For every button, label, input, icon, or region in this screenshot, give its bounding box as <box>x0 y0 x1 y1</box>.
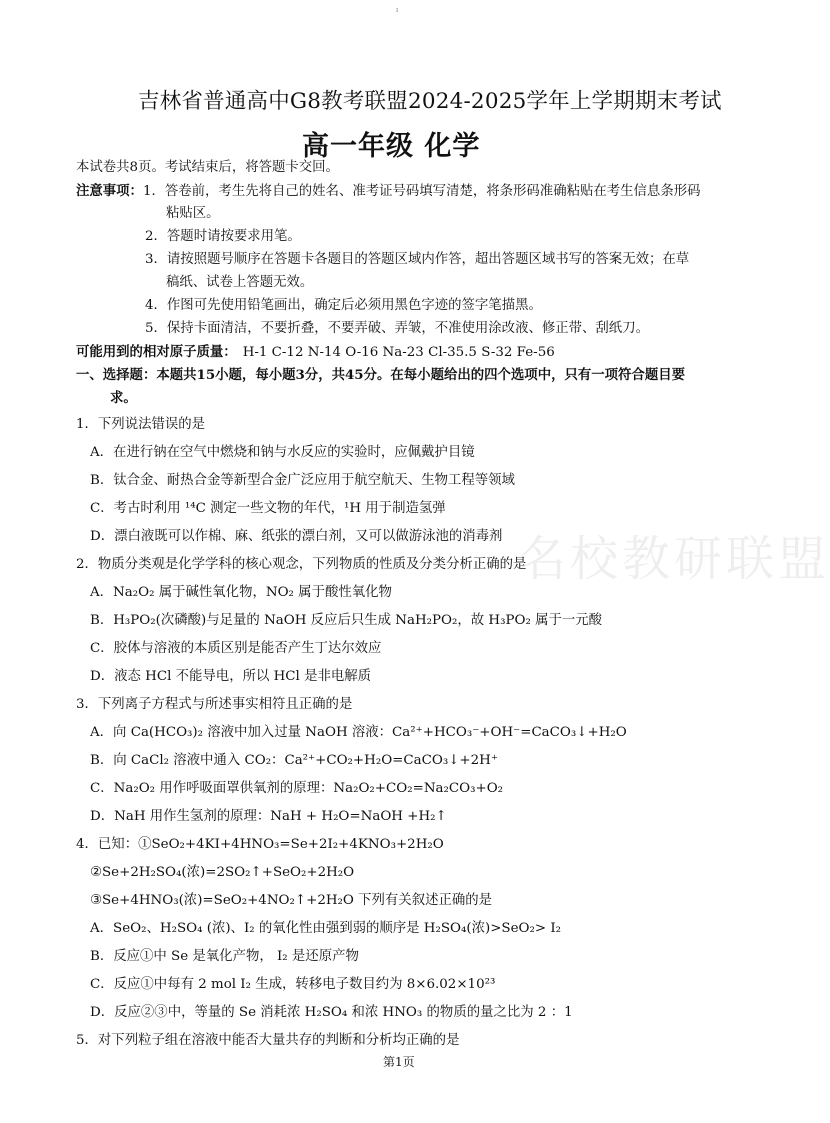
note-3a: 3．请按照题号顺序在答题卡各题目的答题区域内作答，超出答题区域书写的答案无效；在草 <box>145 252 690 267</box>
q5-stem: 5．对下列粒子组在溶液中能否大量共存的判断和分析均正确的是 <box>76 1033 460 1048</box>
note-2: 2．答题时请按要求用笔。 <box>145 229 301 244</box>
q2-stem: 2．物质分类观是化学学科的核心观念，下列物质的性质及分类分析正确的是 <box>76 557 527 572</box>
notes-label: 注意事项： <box>76 183 143 199</box>
q2-option-b: B．H₃PO₂(次磷酸)与足量的 NaOH 反应后只生成 NaH₂PO₂，故 H₃PO₂ 属于一元酸 <box>90 613 603 628</box>
q3-option-c: C．Na₂O₂ 用作呼吸面罩供氧剂的原理：Na₂O₂+CO₂=Na₂CO₃+O₂ <box>90 781 504 796</box>
q3-option-b: B．向 CaCl₂ 溶液中通入 CO₂：Ca²⁺+CO₂+H₂O=CaCO₃↓+2H⁺ <box>90 753 498 768</box>
atomic-masses <box>76 344 555 361</box>
q1-option-d: D．漂白液既可以作棉、麻、纸张的漂白剂，又可以做游泳池的消毒剂 <box>90 529 503 544</box>
q3-option-a: A．向 Ca(HCO₃)₂ 溶液中加入过量 NaOH 溶液：Ca²⁺+HCO₃⁻+OH⁻=CaCO₃↓+H₂O <box>90 725 627 740</box>
q1-option-c: C．考古时利用 ¹⁴C 测定一些文物的年代，¹H 用于制造氢弹 <box>90 501 446 516</box>
section-1-heading-cont: 求。 <box>110 390 137 406</box>
q3-stem: 3．下列离子方程式与所述事实相符且正确的是 <box>76 697 353 712</box>
watermark: 名校教研联盟 <box>518 531 830 587</box>
q2-option-a: A．Na₂O₂ 属于碱性氧化物，NO₂ 属于酸性氧化物 <box>90 585 392 600</box>
atomic-masses-label: 可能用到的相对原子质量： <box>76 344 237 360</box>
q4-option-a: A．SeO₂、H₂SO₄ (浓)、I₂ 的氧化性由强到弱的顺序是 H₂SO₄(浓)>SeO₂> I₂ <box>90 921 562 936</box>
note-3b: 稿纸、试卷上答题无效。 <box>166 275 314 290</box>
q4-stem: 4．已知：①SeO₂+4KI+4HNO₃=Se+2I₂+4KNO₃+2H₂O <box>76 837 444 852</box>
exam-title: 吉林省普通高中G8教考联盟2024-2025学年上学期期末考试 <box>138 89 722 114</box>
q3-option-d: D．NaH 用作生氢剂的原理：NaH + H₂O=NaOH +H₂↑ <box>90 809 447 824</box>
q4-option-b: B．反应①中 Se 是氧化产物， I₂ 是还原产物 <box>90 949 359 964</box>
q4-option-c: C．反应①中每有 2 mol I₂ 生成，转移电子数目约为 8×6.02×10²³ <box>90 977 496 992</box>
section-1-heading: 一、选择题：本题共15小题，每小题3分，共45分。在每小题给出的四个选项中，只有一项符合题目要 <box>76 367 685 383</box>
page-top-mark: ı <box>396 6 399 14</box>
q1-option-a: A．在进行钠在空气中燃烧和钠与水反应的实验时，应佩戴护目镜 <box>90 445 475 460</box>
q2-option-d: D．液态 HCl 不能导电，所以 HCl 是非电解质 <box>90 669 372 684</box>
q4-equation-3: ③Se+4HNO₃(浓)=SeO₂+4NO₂↑+2H₂O 下列有关叙述正确的是 <box>90 893 493 908</box>
note-1b: 粘贴区。 <box>166 206 220 221</box>
q1-option-b: B．钛合金、耐热合金等新型合金广泛应用于航空航天、生物工程等领域 <box>90 473 515 488</box>
q2-option-c: C．胶体与溶液的本质区别是能否产生丁达尔效应 <box>90 641 382 656</box>
exam-subtitle: 高一年级 化学 <box>302 131 481 162</box>
pages-note: 本试卷共8页。考试结束后，将答题卡交回。 <box>76 160 339 175</box>
q1-stem: 1．下列说法错误的是 <box>76 417 206 432</box>
note-1a: 1．答卷前，考生先将自己的姓名、准考证号码填写清楚，将条形码准确粘贴在考生信息条形码 <box>142 184 701 199</box>
notes-line-1 <box>76 183 701 200</box>
note-4: 4．作图可先使用铅笔画出，确定后必须用黑色字迹的签字笔描黑。 <box>145 298 542 313</box>
q4-option-d: D．反应②③中，等量的 Se 消耗浓 H₂SO₄ 和浓 HNO₃ 的物质的量之比为 2 ：1 <box>90 1005 573 1020</box>
page-number: 第1页 <box>383 1055 415 1069</box>
q4-equation-2: ②Se+2H₂SO₄(浓)=2SO₂↑+SeO₂+2H₂O <box>90 865 355 880</box>
note-5: 5．保持卡面清洁，不要折叠，不要弄破、弄皱，不准使用涂改液、修正带、刮纸刀。 <box>145 321 649 336</box>
atomic-masses-values: H-1 C-12 N-14 O-16 Na-23 Cl-35.5 S-32 Fe-56 <box>242 345 555 360</box>
